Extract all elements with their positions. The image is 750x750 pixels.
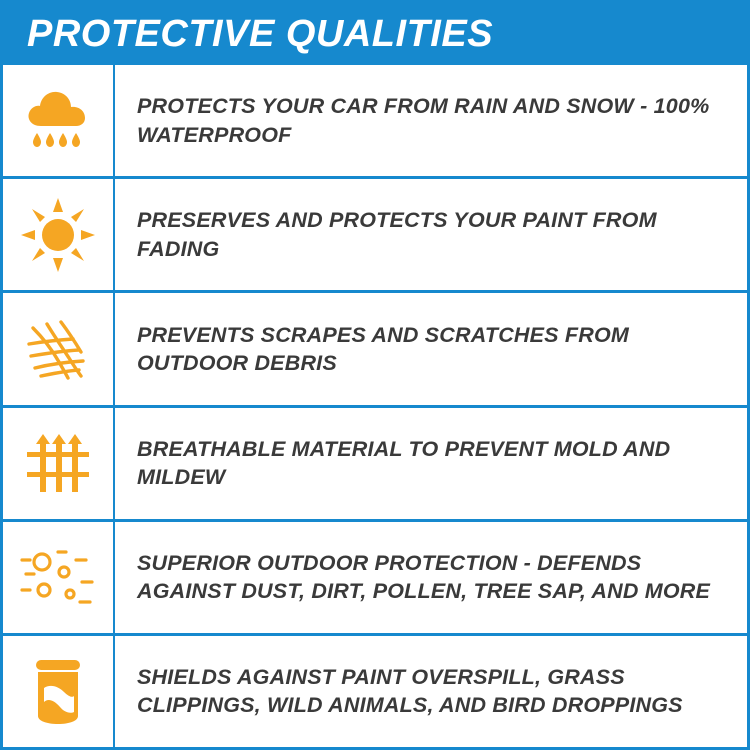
- header-banner: [3, 3, 747, 65]
- dust-particles-icon: [18, 546, 98, 608]
- list-item: [3, 179, 747, 293]
- icon-cell: [3, 636, 115, 747]
- icon-cell: [3, 522, 115, 633]
- page-title: PROTECTIVE QUALITIES: [27, 13, 494, 55]
- scratched-mesh-icon: [21, 314, 95, 384]
- text-cell: [115, 321, 747, 378]
- text-cell: [115, 92, 747, 149]
- list-item-label: BREATHABLE MATERIAL TO PREVENT MOLD AND MILDEW: [137, 436, 671, 490]
- icon-cell: [3, 293, 115, 404]
- list-item-label: SHIELDS AGAINST PAINT OVERSPILL, GRASS CLIPPINGS, WILD ANIMALS, AND BIRD DROPPINGS: [137, 665, 683, 718]
- list-item: [3, 408, 747, 522]
- list-item: [3, 65, 747, 179]
- list-item: [3, 636, 747, 747]
- feature-list: [3, 65, 747, 747]
- text-cell: [115, 549, 747, 606]
- list-item: [3, 293, 747, 407]
- icon-cell: [3, 408, 115, 519]
- paint-can-icon: [24, 654, 92, 728]
- list-item-label: SUPERIOR OUTDOOR PROTECTION - DEFENDS AGAINST DUST, DIRT, POLLEN, TREE SAP, AND MORE: [137, 550, 711, 604]
- icon-cell: [3, 179, 115, 290]
- rain-cloud-icon: [21, 86, 95, 156]
- icon-cell: [3, 65, 115, 176]
- sun-icon: [21, 198, 95, 272]
- list-item: [3, 522, 747, 636]
- list-item-label: PREVENTS SCRAPES AND SCRATCHES FROM OUTDOOR DEBRIS: [137, 322, 629, 375]
- list-item-label: PRESERVES AND PROTECTS YOUR PAINT FROM FADING: [137, 208, 657, 261]
- list-item-label: PROTECTS YOUR CAR FROM RAIN AND SNOW - 100% WATERPROOF: [137, 94, 710, 147]
- breathable-airflow-icon: [21, 430, 95, 496]
- text-cell: [115, 663, 747, 720]
- text-cell: [115, 435, 747, 492]
- text-cell: [115, 206, 747, 263]
